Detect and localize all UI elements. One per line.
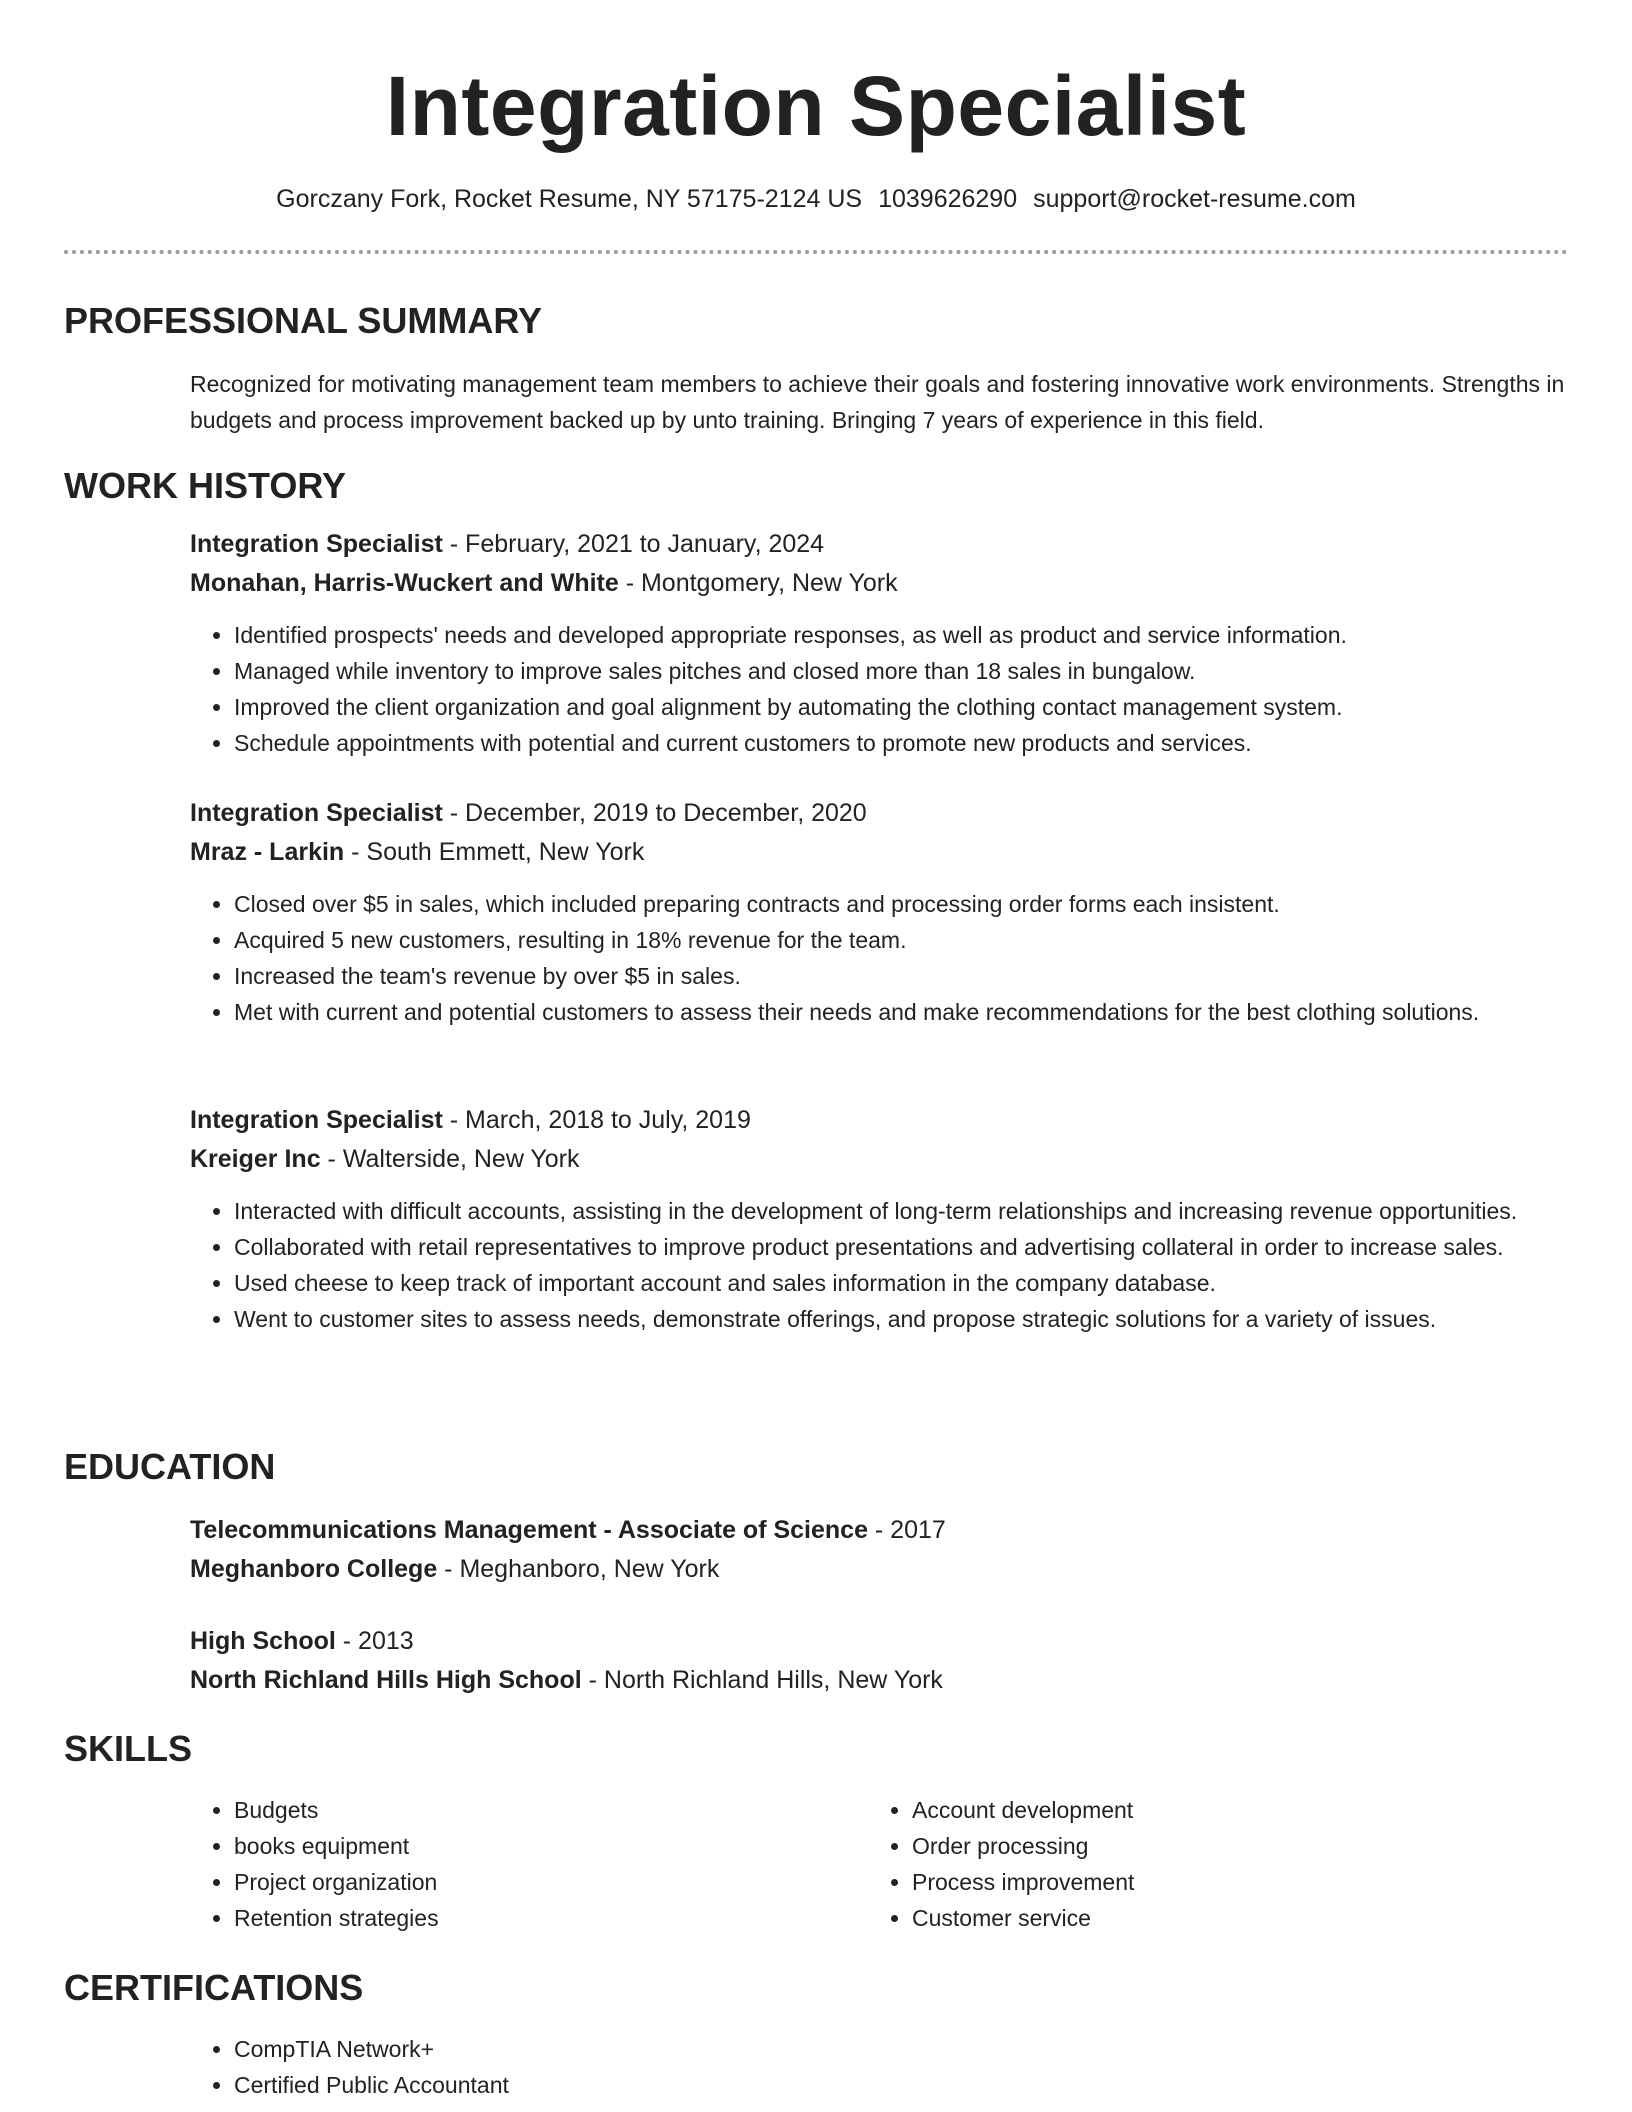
education-degree-line [190,1622,1570,1661]
job-location: - South Emmett, New York [344,838,645,866]
skill-item: • Retention strategies [234,1900,830,1936]
job-bullet: • Managed while inventory to improve sales pitches and closed more than 18 sales in bungalow. [234,653,1570,689]
job-bullet: • Schedule appointments with potential and current customers to promote new products and services. [234,725,1570,761]
education-entry [190,1511,1570,1589]
job-bullet: • Went to customer sites to assess needs, demonstrate offerings, and propose strategic solutions for a variety of issues. [234,1301,1570,1337]
job-company-line [190,833,1570,872]
skill-item: • Account development [912,1792,1508,1828]
job-bullet: • Closed over $5 in sales, which included preparing contracts and processing order forms each insistent. [234,886,1570,922]
education-location: - Meghanboro, New York [437,1555,720,1583]
job-title-line [190,525,1570,564]
job-bullet: • Interacted with difficult accounts, assisting in the development of long-term relationships and increasing revenue opportunities. [234,1193,1570,1229]
education-entry [190,1622,1570,1700]
education-year: - 2017 [867,1516,946,1544]
certification-item: • CompTIA Network+ [234,2031,1570,2067]
skill-item: • Budgets [234,1792,830,1828]
skill-item: • books equipment [234,1828,830,1864]
skill-item: • Process improvement [912,1864,1508,1900]
job-dates: - March, 2018 to July, 2019 [442,1106,751,1134]
contact-email[interactable]: support@rocket-resume.com [1033,185,1356,213]
education-degree-line [190,1511,1570,1550]
candidate-name: Integration Specialist [385,59,1247,153]
job-company-line [190,1140,1570,1179]
job-bullets [190,886,1570,1030]
section-title-work-history: WORK HISTORY [64,465,347,506]
job-title: Integration Specialist [190,1106,443,1134]
skills-column-left [190,1792,830,1936]
job-bullets [190,1193,1570,1337]
education-year: - 2013 [335,1627,414,1655]
skill-item: • Order processing [912,1828,1508,1864]
skill-item: • Project organization [234,1864,830,1900]
job-company-line [190,564,1570,603]
job-entry [190,1101,1570,1337]
job-title-line [190,1101,1570,1140]
job-bullet: • Increased the team's revenue by over $5 in sales. [234,958,1570,994]
certifications-list [190,2031,1570,2103]
job-entry [190,525,1570,761]
job-company: Kreiger Inc [190,1145,321,1173]
job-entry [190,794,1570,1030]
job-company: Monahan, Harris-Wuckert and White [190,569,619,597]
skill-item: • Customer service [912,1900,1508,1936]
job-title: Integration Specialist [190,530,443,558]
job-company: Mraz - Larkin [190,838,345,866]
job-location: - Montgomery, New York [618,569,898,597]
education-school-line [190,1550,1570,1589]
contact-line [0,181,1632,217]
summary-text: Recognized for motivating management team members to achieve their goals and fostering innovative work environments. Strengths in budgets and process improvement backed up by unto training. Bringing 7 years of experience in this field. [190,371,1565,433]
contact-phone: 1039626290 [878,185,1018,213]
job-dates: - December, 2019 to December, 2020 [442,799,867,827]
job-bullet: • Collaborated with retail representatives to improve product presentations and advertising collateral in order to increase sales. [234,1229,1570,1265]
job-dates: - February, 2021 to January, 2024 [442,530,825,558]
section-title-education: EDUCATION [64,1446,276,1487]
job-title: Integration Specialist [190,799,443,827]
job-location: - Walterside, New York [320,1145,580,1173]
job-bullet: • Acquired 5 new customers, resulting in 18% revenue for the team. [234,922,1570,958]
education-degree: Telecommunications Management - Associate of Science [190,1516,868,1544]
job-bullets [190,617,1570,761]
job-bullet: • Identified prospects' needs and developed appropriate responses, as well as product and service information. [234,617,1570,653]
contact-address: Gorczany Fork, Rocket Resume, NY 57175-2124 US [276,185,863,213]
skills-column-right [868,1792,1508,1936]
header-divider [64,250,1568,254]
certification-item: • Certified Public Accountant [234,2067,1570,2103]
education-school: North Richland Hills High School [190,1666,582,1694]
education-school-line [190,1661,1570,1700]
job-bullet: • Used cheese to keep track of important account and sales information in the company database. [234,1265,1570,1301]
section-title-certifications: CERTIFICATIONS [64,1967,364,2008]
section-title-skills: SKILLS [64,1728,193,1769]
certifications-block [190,2031,1570,2103]
education-location: - North Richland Hills, New York [581,1666,943,1694]
skills-list [868,1792,1508,1936]
section-title-summary: PROFESSIONAL SUMMARY [64,300,543,341]
education-degree: High School [190,1627,336,1655]
education-school: Meghanboro College [190,1555,438,1583]
job-bullet: • Improved the client organization and goal alignment by automating the clothing contact management system. [234,689,1570,725]
job-title-line [190,794,1570,833]
skills-list [190,1792,830,1936]
job-bullet: • Met with current and potential customers to assess their needs and make recommendations for the best clothing solutions. [234,994,1570,1030]
